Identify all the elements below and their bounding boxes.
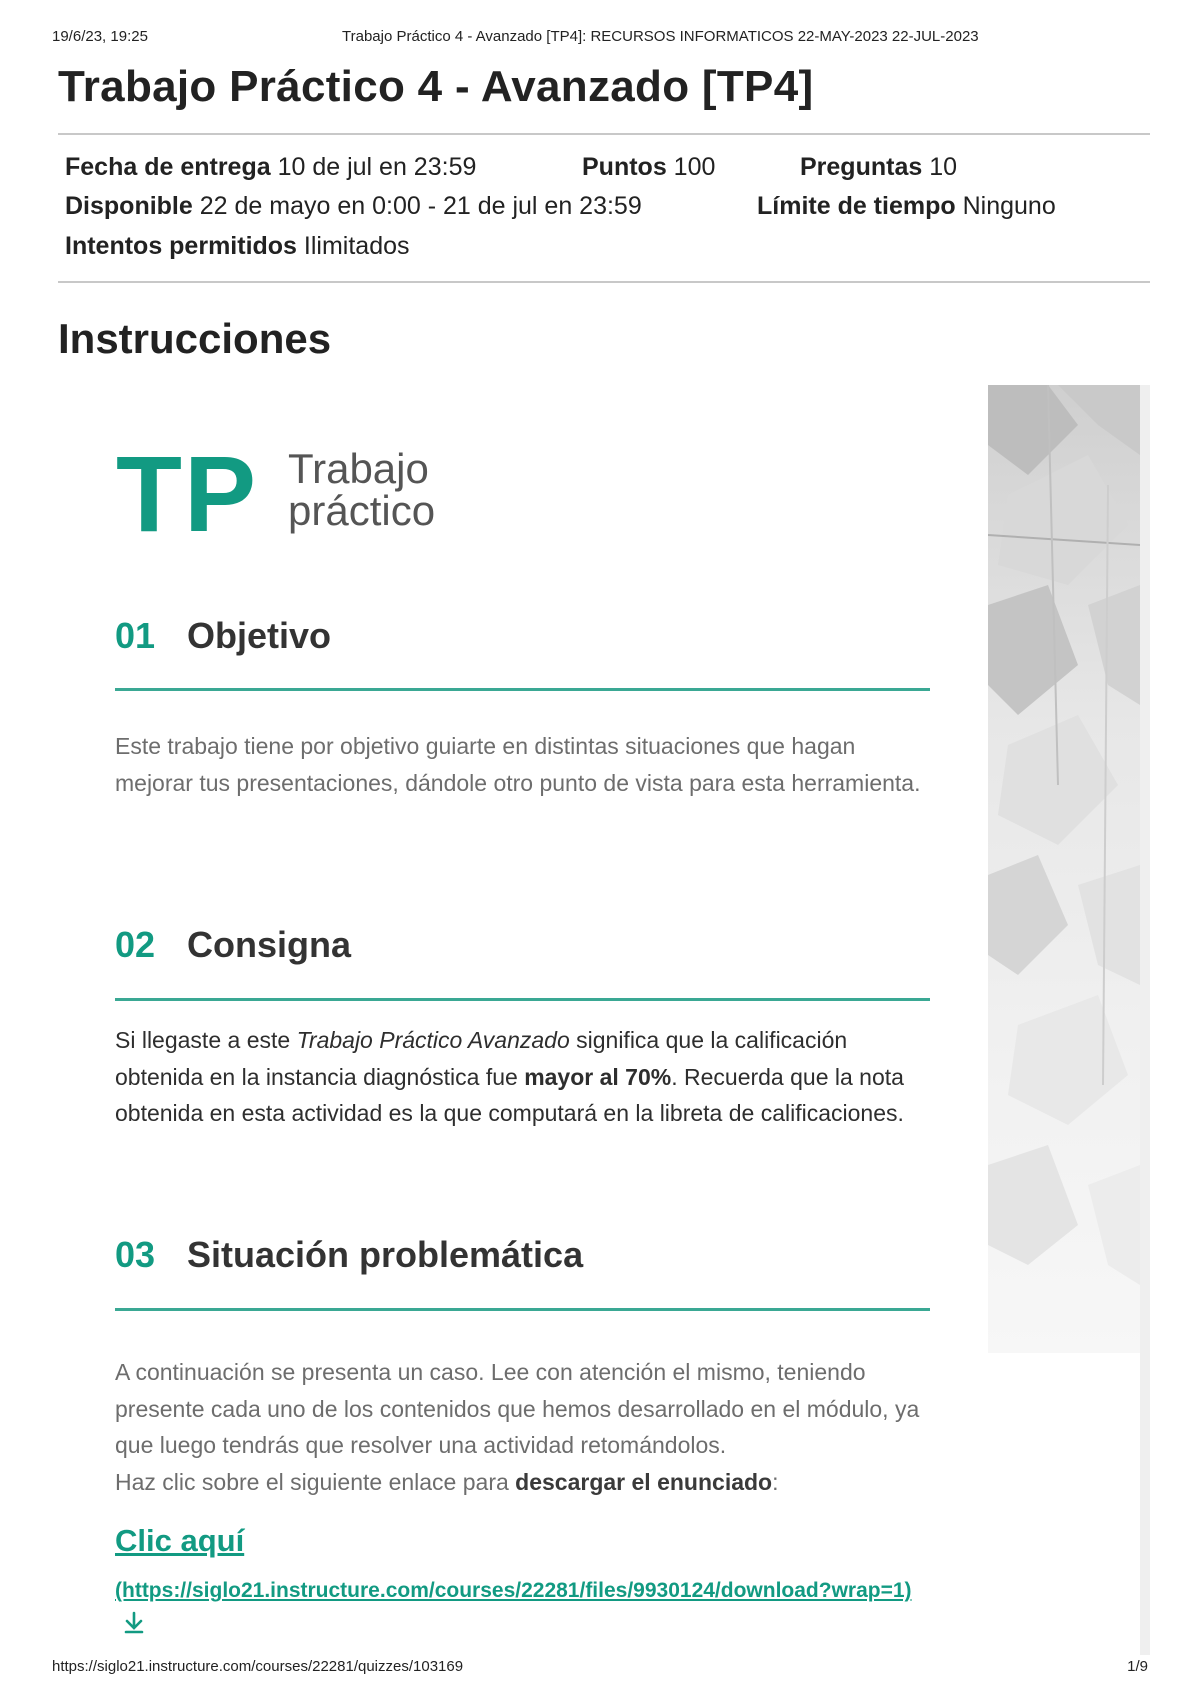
points [582,153,715,182]
due-date-value: 10 de jul en 23:59 [277,153,477,181]
divider [58,133,1150,135]
consigna-text: Si llegaste a este Trabajo Práctico Avanzado significa que la calificación obtenida en la instancia diagnóstica fue mayor al 70%. Recuerda que la nota obtenida en esta actividad es la que computará en la libreta de calificaciones. [115,1027,904,1126]
scrollbar[interactable] [1140,385,1150,1655]
section-title-situacion: Situación problemática [187,1234,584,1275]
section-divider [115,1308,930,1311]
section-divider [115,998,930,1001]
print-url: https://siglo21.instructure.com/courses/22281/quizzes/103169 [52,1658,464,1675]
time-limit [757,192,1056,221]
availability [65,192,642,221]
page-title: Trabajo Práctico 4 - Avanzado [TP4] [58,62,814,111]
decorative-architecture-image [988,385,1140,1353]
availability-value: 22 de mayo en 0:00 - 21 de jul en 23:59 [199,192,642,220]
section-divider [115,688,930,691]
time-limit-label: Límite de tiempo [757,192,956,220]
section-number: 01 [115,615,156,656]
questions-value: 10 [929,153,958,181]
questions [800,153,957,182]
download-link[interactable]: Clic aquí [115,1523,245,1558]
instructions-heading: Instrucciones [58,315,332,362]
due-date [65,153,476,182]
print-datetime: 19/6/23, 19:25 [52,28,148,45]
situation-text: A continuación se presenta un caso. Lee con atención el mismo, teniendo presente cada uno de los contenidos que hemos desarrollado en el módulo, ya que luego tendrás que resolver una actividad retomándolos. Haz clic sobre el siguiente enlace para descargar el enunciado: [115,1359,920,1495]
print-page-number: 1/9 [1127,1658,1148,1675]
download-icon[interactable] [123,1610,145,1648]
availability-label: Disponible [65,192,193,220]
section-number: 03 [115,1234,156,1275]
attempts [65,232,410,261]
download-url-link[interactable]: (https://siglo21.instructure.com/courses/22281/files/9930124/download?wrap=1) [115,1572,935,1648]
section-title-consigna: Consigna [187,924,352,965]
divider [58,281,1150,283]
objective-text: Este trabajo tiene por objetivo guiarte en distintas situaciones que hagan mejorar tus presentaciones, dándole otro punto de vista para esta herramienta. [115,733,921,796]
due-date-label: Fecha de entrega [65,153,271,181]
tp-logo-letters: TP [116,433,259,554]
attempts-value: Ilimitados [303,232,410,260]
section-title-objetivo: Objetivo [187,615,332,656]
section-number: 02 [115,924,156,965]
points-value: 100 [673,153,716,181]
attempts-label: Intentos permitidos [65,232,297,260]
tp-logo-word: Trabajo práctico [288,445,436,534]
questions-label: Preguntas [800,153,923,181]
print-document-title: Trabajo Práctico 4 - Avanzado [TP4]: RECURSOS INFORMATICOS 22-MAY-2023 22-JUL-2023 [342,28,979,45]
points-label: Puntos [582,153,667,181]
time-limit-value: Ninguno [962,192,1056,220]
